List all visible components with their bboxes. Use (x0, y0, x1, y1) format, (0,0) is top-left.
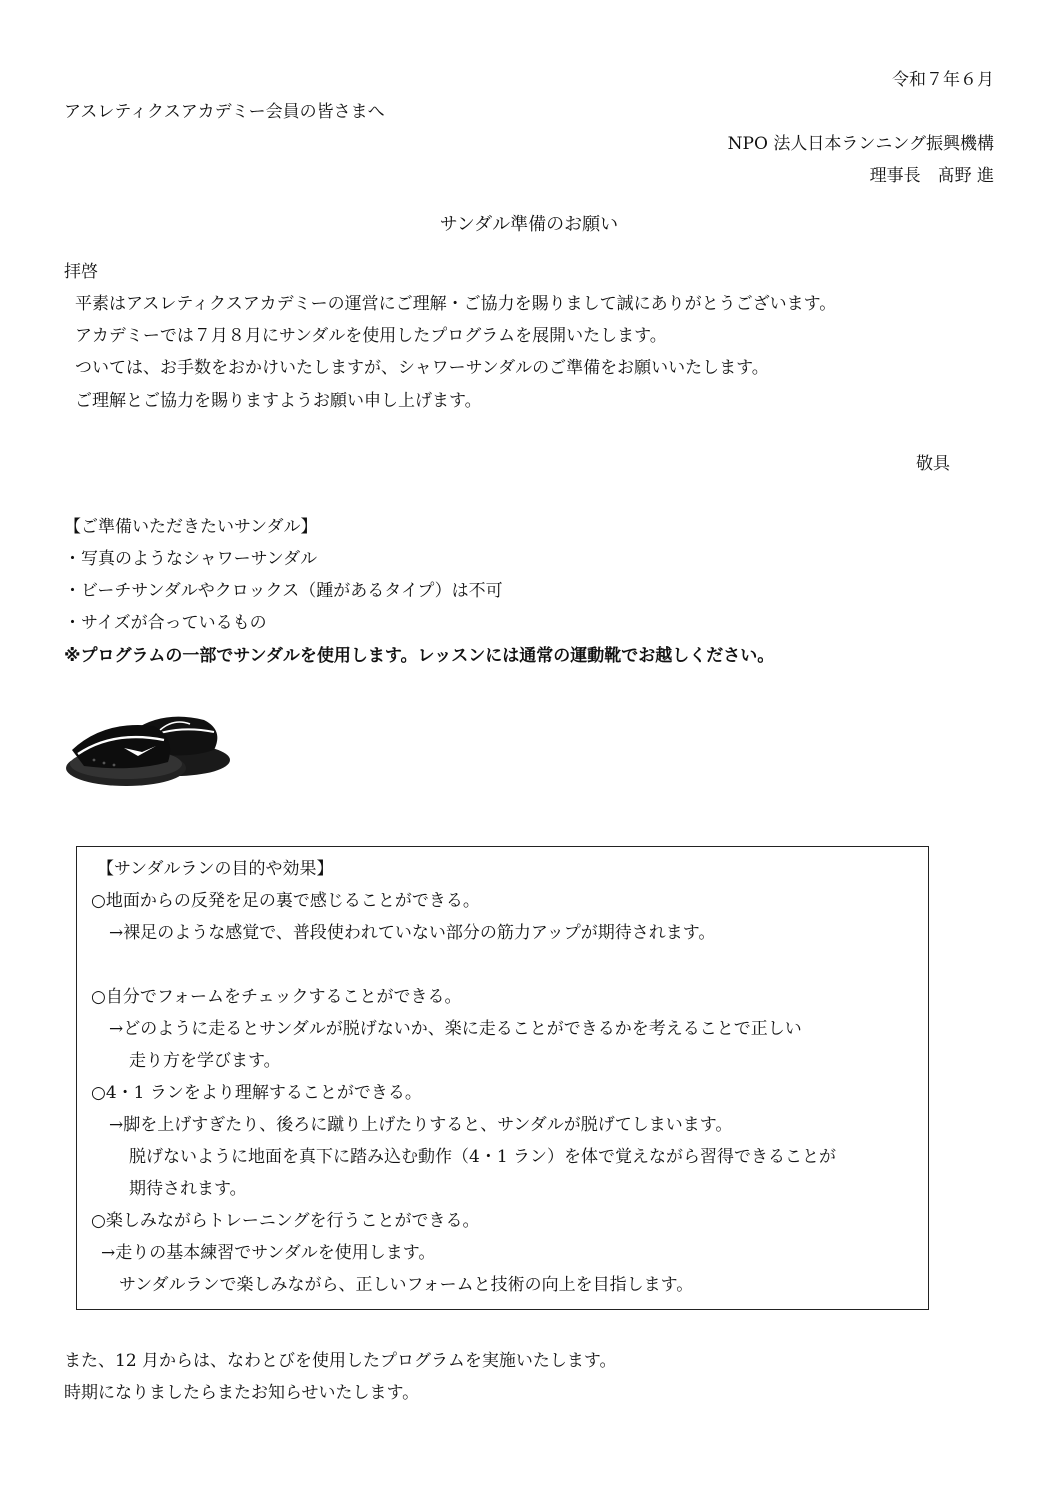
letter-body-line: ついては、お手数をおかけいたしますが、シャワーサンダルのご準備をお願いいたします。 (75, 358, 769, 378)
sender-name: 理事長 髙野 進 (869, 166, 994, 186)
effect-detail: →裸足のような感覚で、普段使われていない部分の筋力アップが期待されます。 (109, 923, 716, 943)
date: 令和７年６月 (892, 70, 994, 90)
effect-point: ○地面からの反発を足の裏で感じることができる。 (91, 891, 480, 911)
sender-organization: NPO 法人日本ランニング振興機構 (727, 134, 994, 154)
letter-opening: 拝啓 (64, 262, 98, 282)
requirements-note: ※プログラムの一部でサンダルを使用します。レッスンには通常の運動靴でお越しください。 (64, 646, 775, 666)
effects-box (76, 846, 929, 1310)
effect-detail: 脱げないように地面を真下に踏み込む動作（4・1 ラン）を体で覚えながら習得できることが (129, 1147, 837, 1167)
effect-detail: 期待されます。 (129, 1179, 247, 1199)
effect-point: ○楽しみながらトレーニングを行うことができる。 (91, 1211, 480, 1231)
sandal-photo-icon (64, 690, 230, 790)
requirements-heading: 【ご準備いただきたいサンダル】 (64, 517, 318, 537)
effect-point: ○4・1 ランをより理解することができる。 (91, 1083, 422, 1103)
effect-detail: →走りの基本練習でサンダルを使用します。 (101, 1243, 436, 1263)
effect-detail: 走り方を学びます。 (129, 1051, 281, 1071)
effect-detail: サンダルランで楽しみながら、正しいフォームと技術の向上を目指します。 (119, 1275, 694, 1295)
effects-heading: 【サンダルランの目的や効果】 (97, 859, 334, 879)
requirement-item: ・ビーチサンダルやクロックス（踵があるタイプ）は不可 (64, 581, 503, 601)
footer-line: 時期になりましたらまたお知らせいたします。 (64, 1383, 420, 1403)
requirement-item: ・サイズが合っているもの (64, 613, 267, 633)
effect-detail: →どのように走るとサンダルが脱げないか、楽に走ることができるかを考えることで正しい (109, 1019, 802, 1039)
letter-body-line: アカデミーでは７月８月にサンダルを使用したプログラムを展開いたします。 (75, 326, 667, 346)
effect-detail: →脚を上げすぎたり、後ろに蹴り上げたりすると、サンダルが脱げてしまいます。 (109, 1115, 733, 1135)
effect-point: ○自分でフォームをチェックすることができる。 (91, 987, 462, 1007)
letter-body-line: ご理解とご協力を賜りますようお願い申し上げます。 (75, 391, 482, 411)
letter-body-line: 平素はアスレティクスアカデミーの運営にご理解・ご協力を賜りまして誠にありがとうございます。 (75, 294, 837, 314)
document-title: サンダル準備のお願い (439, 214, 619, 235)
requirement-item: ・写真のようなシャワーサンダル (64, 549, 318, 569)
recipient: アスレティクスアカデミー会員の皆さまへ (64, 102, 385, 122)
letter-closing: 敬具 (916, 454, 950, 474)
footer-line: また、12 月からは、なわとびを使用したプログラムを実施いたします。 (64, 1351, 617, 1371)
